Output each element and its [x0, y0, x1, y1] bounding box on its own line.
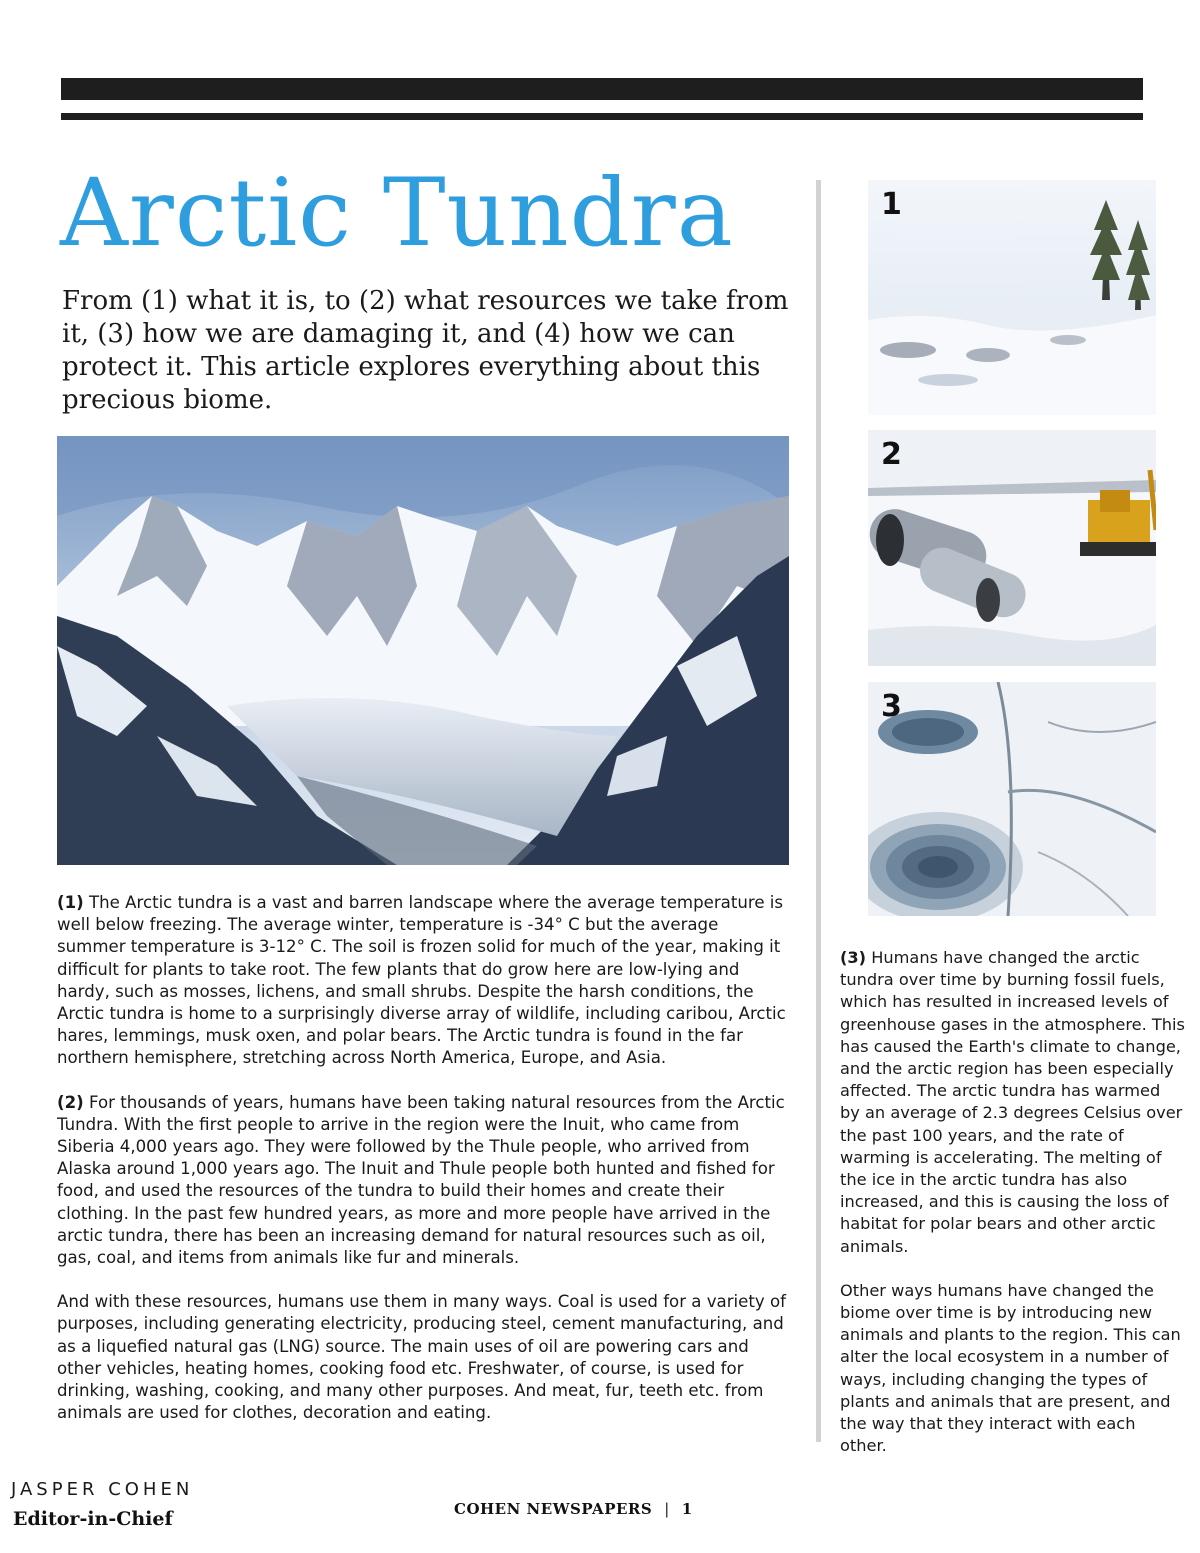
page-number: 1 [681, 1500, 693, 1518]
thumbnail-1 [868, 180, 1156, 415]
paragraph-damage [840, 947, 1185, 1258]
article-subtitle: From (1) what it is, to (2) what resources we take from it, (3) how we are damaging it, and (4) how we can protect it. This article explores everything about this precious biome. [62, 286, 789, 415]
footer-separator: | [664, 1500, 670, 1518]
paragraph-resources [57, 1092, 792, 1270]
column-divider [816, 180, 821, 1442]
author-name: JASPER COHEN [11, 1479, 194, 1500]
header-rule-thin [61, 113, 1143, 120]
article-title: Arctic Tundra [60, 159, 734, 268]
paragraph-text: For thousands of years, humans have been taking natural resources from the Arctic Tundra. With the first people to arrive in the region were the Inuit, who came from Siberia 4,000 years ago. They were followed by the Thule people, who arrived from Alaska around 1,000 years ago. The Inuit and Thule people both hunted and fished for food, and used the resources of the tundra to build their homes and create their clothing. In the past few hundred years, as more and more people have arrived in the arctic tundra, there has been an increasing demand for natural resources such as oil, gas, coal, and items from animals like fur and minerals. [57, 1092, 785, 1268]
thumbnail-1-label: 1 [881, 187, 902, 222]
section-number: (1) [57, 893, 84, 912]
snowy-tundra-trees-photo [868, 180, 1156, 415]
publication-name: COHEN NEWSPAPERS [454, 1500, 653, 1518]
author-role: Editor-in-Chief [13, 1508, 173, 1530]
thumbnail-2 [868, 430, 1156, 666]
paragraph-text: Humans have changed the arctic tundra over time by burning fossil fuels, which has resulted in increased levels of greenhouse gases in the atmosphere. This has caused the Earth's climate to change, and the arctic region has been especially affected. The arctic tundra has warmed by an average of 2.3 degrees Celsius over the past 100 years, and the rate of warming is accelerating. The melting of the ice in the arctic tundra has also increased, and this is causing the loss of habitat for polar bears and other arctic animals. [840, 948, 1185, 1256]
pipeline-bulldozer-photo [868, 430, 1156, 666]
main-article-column [57, 892, 792, 1446]
paragraph-text: The Arctic tundra is a vast and barren landscape where the average temperature is well below freezing. The average winter, temperature is -34° C but the average summer temperature is 3-12° C. The soil is frozen solid for much of the year, making it difficult for plants to take root. The few plants that do grow here are low-lying and hardy, such as mosses, lichens, and small shrubs. Despite the harsh conditions, the Arctic tundra is home to a surprisingly diverse array of wildlife, including caribou, Arctic hares, lemmings, musk oxen, and polar bears. The Arctic tundra is found in the far northern hemisphere, stretching across North America, Europe, and Asia. [57, 893, 786, 1068]
open-pit-mine-aerial-photo [868, 682, 1156, 916]
thumbnail-3 [868, 682, 1156, 916]
paragraph-invasive-species: Other ways humans have changed the biome over time is by introducing new animals and plants to the region. This can alter the local ecosystem in a number of ways, including changing the types of plants and animals that are present, and the way that they interact with each other. [840, 1280, 1181, 1456]
hero-mountain-image [57, 436, 789, 865]
paragraph-resource-uses: And with these resources, humans use them in many ways. Coal is used for a variety of purposes, including generating electricity, producing steel, cement manufacturing, and as a liquefied natural gas (LNG) source. The main uses of oil are powering cars and other vehicles, heating homes, cooking food etc. Freshwater, of course, is used for drinking, washing, cooking, and many other purposes. And meat, fur, teeth etc. from animals are used for clothes, decoration and eating. [57, 1292, 786, 1423]
header-rule-thick [61, 78, 1143, 100]
section-number: (2) [57, 1092, 84, 1112]
side-article-column [840, 947, 1185, 1479]
snowy-mountain-glacier-photo [57, 436, 789, 865]
page-footer [454, 1500, 693, 1518]
thumbnail-2-label: 2 [881, 437, 902, 472]
thumbnail-3-label: 3 [881, 689, 902, 724]
paragraph-what-it-is [57, 892, 792, 1070]
section-number: (3) [840, 948, 867, 967]
